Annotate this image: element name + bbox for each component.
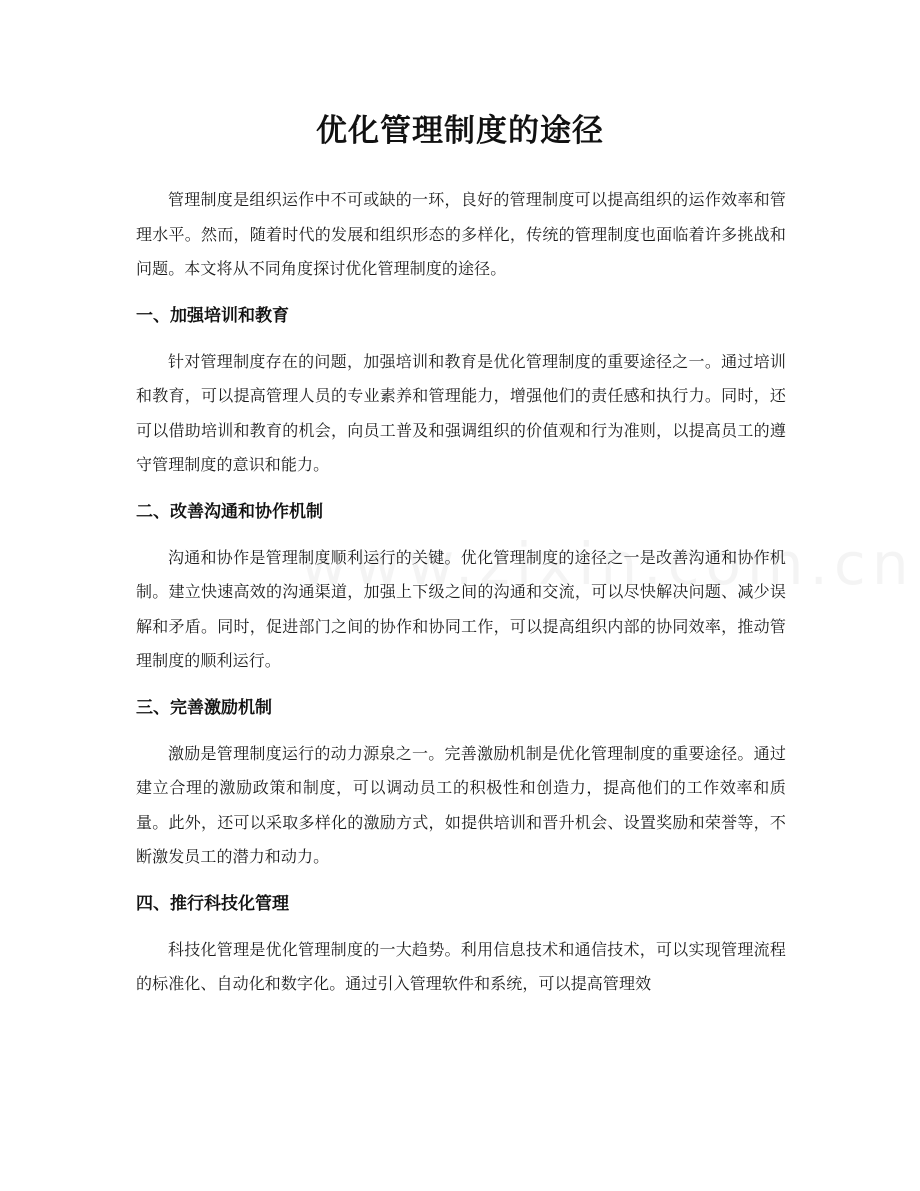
document-body <box>136 183 786 1002</box>
section-body-4: 科技化管理是优化管理制度的一大趋势。利用信息技术和通信技术，可以实现管理流程的标准化、自动化和数字化。通过引入管理软件和系统，可以提高管理效 <box>136 939 786 993</box>
section-heading-3: 三、完善激励机制 <box>136 697 272 718</box>
intro-paragraph: 管理制度是组织运作中不可或缺的一环，良好的管理制度可以提高组织的运作效率和管理水平。然而，随着时代的发展和组织形态的多样化，传统的管理制度也面临着许多挑战和问题。本文将从不同角度探讨优化管理制度的途径。 <box>136 190 786 278</box>
section-heading-2: 二、改善沟通和协作机制 <box>136 501 323 522</box>
section-body-3: 激励是管理制度运行的动力源泉之一。完善激励机制是优化管理制度的重要途径。通过建立合理的激励政策和制度，可以调动员工的积极性和创造力，提高他们的工作效率和质量。此外，还可以采取多样化的激励方式，如提供培训和晋升机会、设置奖励和荣誉等，不断激发员工的潜力和动力。 <box>136 743 786 866</box>
document-title: 优化管理制度的途径 <box>316 113 604 149</box>
section-heading-1: 一、加强培训和教育 <box>136 305 289 326</box>
section-body-2: 沟通和协作是管理制度顺利运行的关键。优化管理制度的途径之一是改善沟通和协作机制。建立快速高效的沟通渠道，加强上下级之间的沟通和交流，可以尽快解决问题、减少误解和矛盾。同时，促进部门之间的协作和协同工作，可以提高组织内部的协同效率，推动管理制度的顺利运行。 <box>136 547 786 670</box>
section-body-1: 针对管理制度存在的问题，加强培训和教育是优化管理制度的重要途径之一。通过培训和教育，可以提高管理人员的专业素养和管理能力，增强他们的责任感和执行力。同时，还可以借助培训和教育的机会，向员工普及和强调组织的价值观和行为准则，以提高员工的遵守管理制度的意识和能力。 <box>136 351 786 474</box>
section-heading-4: 四、推行科技化管理 <box>136 893 289 914</box>
